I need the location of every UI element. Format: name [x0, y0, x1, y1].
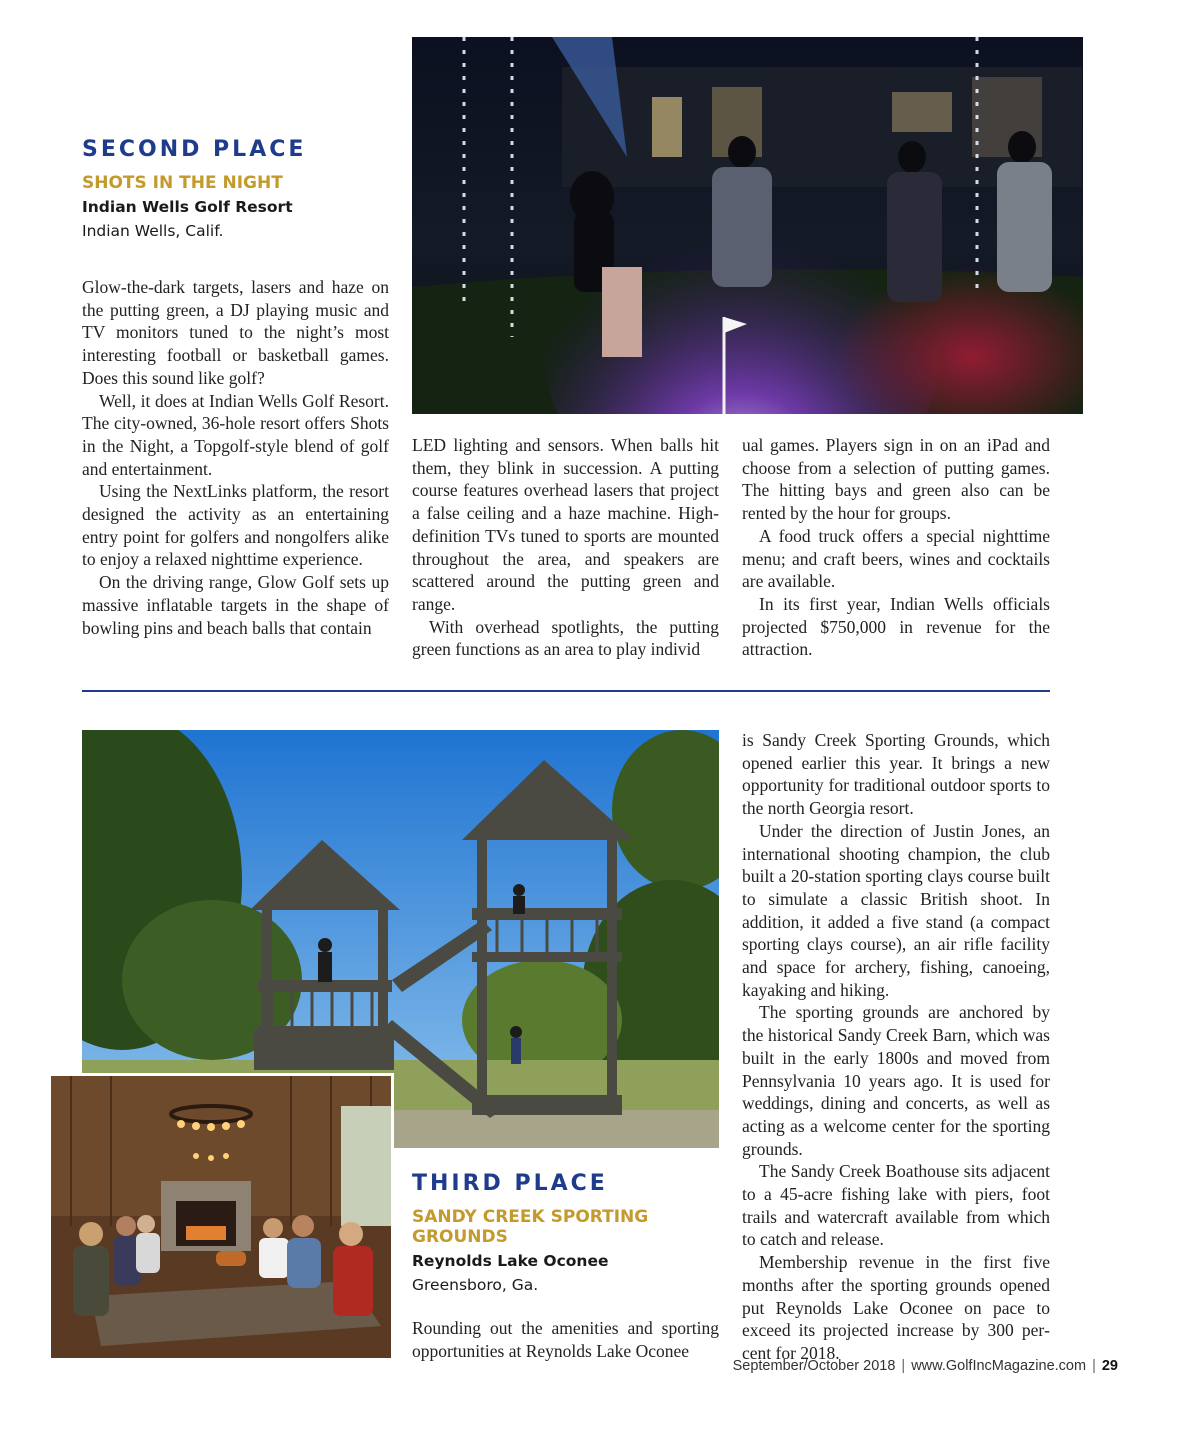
paragraph: Glow-the-dark targets, lasers and haze on the putting green, a DJ playing music and TV monitors tuned to the night’s most interesting football or basketball games. Does this sound like golf? — [82, 277, 389, 388]
paragraph: Well, it does at Indian Wells Golf Resort. The city-owned, 36-hole resort offers Shots in the Night, a Topgolf-style blend of golf and entertainment. — [82, 390, 389, 479]
section-divider — [82, 690, 1050, 692]
second-award-title: SHOTS IN THE NIGHT — [82, 173, 283, 193]
paragraph: Membership revenue in the first five months after the sporting grounds opened put Reynolds Lake Oconee on pace to exceed its projected increase by 300 percent for 2018. — [742, 1252, 1050, 1363]
second-place-heading: SECOND PLACE — [82, 137, 307, 162]
paragraph: In its first year, Indian Wells officials projected $750,000 in revenue for the attraction. — [742, 593, 1050, 660]
page-number: 29 — [1101, 1358, 1118, 1374]
paragraph: On the driving range, Glow Golf sets up massive inflatable targets in the shape of bowling pins and beach balls that contain — [82, 572, 389, 638]
third-column-1 — [412, 1317, 719, 1362]
folio — [733, 1358, 1118, 1374]
paragraph: A food truck offers a special nighttime menu; and craft beers, wines and cocktails are available. — [742, 525, 1050, 592]
website-link[interactable]: www.GolfIncMagazine.com — [911, 1358, 1087, 1374]
paragraph: Under the direction of Justin Jones, an international shooting champion, the club built a 20-station sporting clays course built to simulate a classic British shoot. In addition, it added a five stand (a compact sporting clays course), an air rifle facility and space for archery, fishing, canoeing, kayaking and hiking. — [742, 820, 1050, 1000]
paragraph: Rounding out the amenities and sporting opportunities at Reynolds Lake Oconee — [412, 1318, 719, 1361]
paragraph: The Sandy Creek Boathouse sits adjacent to a 45-acre fishing lake with piers, foot trails and watercraft available from which to catch and release. — [742, 1161, 1050, 1250]
footer-separator: | — [901, 1358, 906, 1374]
paragraph: Using the NextLinks platform, the resort designed the activity as an entertaining entry point for golfers and nongolfers alike to enjoy a relaxed nighttime experience. — [82, 481, 389, 570]
second-column-2 — [412, 434, 719, 661]
footer-separator: | — [1092, 1358, 1096, 1374]
second-location: Indian Wells, Calif. — [82, 222, 224, 240]
third-award-title-line-1: SANDY CREEK SPORTING — [412, 1207, 649, 1227]
issue-date: September/October 2018 — [732, 1358, 896, 1374]
barn-dining-photo — [48, 1073, 394, 1361]
paragraph: is Sandy Creek Sporting Grounds, which opened earlier this year. It brings a new opportunity for traditional outdoor sports to the north Georgia resort. — [742, 730, 1050, 819]
paragraph: The sporting grounds are anchored by the historical Sandy Creek Barn, which was built in the early 1800s and moved from Pennsylvania 10 years ago. It is used for weddings, dining and concerts, as well as acting as a welcome center for the sporting grounds. — [742, 1002, 1050, 1159]
third-column-2 — [742, 729, 1050, 1365]
second-venue: Indian Wells Golf Resort — [82, 198, 293, 216]
third-venue: Reynolds Lake Oconee — [412, 1252, 609, 1270]
second-column-3 — [742, 434, 1050, 661]
second-column-1 — [82, 276, 389, 639]
third-location: Greensboro, Ga. — [412, 1276, 539, 1294]
third-award-title-line-2: GROUNDS — [412, 1227, 508, 1247]
paragraph: With overhead spotlights, the putting green functions as an area to play individ — [412, 616, 719, 660]
night-putting-photo — [412, 37, 1083, 414]
third-place-heading: THIRD PLACE — [412, 1171, 608, 1196]
paragraph: LED lighting and sensors. When balls hit them, they blink in succession. A putting course features overhead lasers that project a false ceiling and a haze machine. High-definition TVs tuned to sports are mounted throughout the area, and speakers are scattered around the putting green and range. — [412, 435, 719, 614]
paragraph: ual games. Players sign in on an iPad and choose from a selection of putting games. The hitting bays and green also can be rented by the hour for groups. — [742, 435, 1050, 524]
